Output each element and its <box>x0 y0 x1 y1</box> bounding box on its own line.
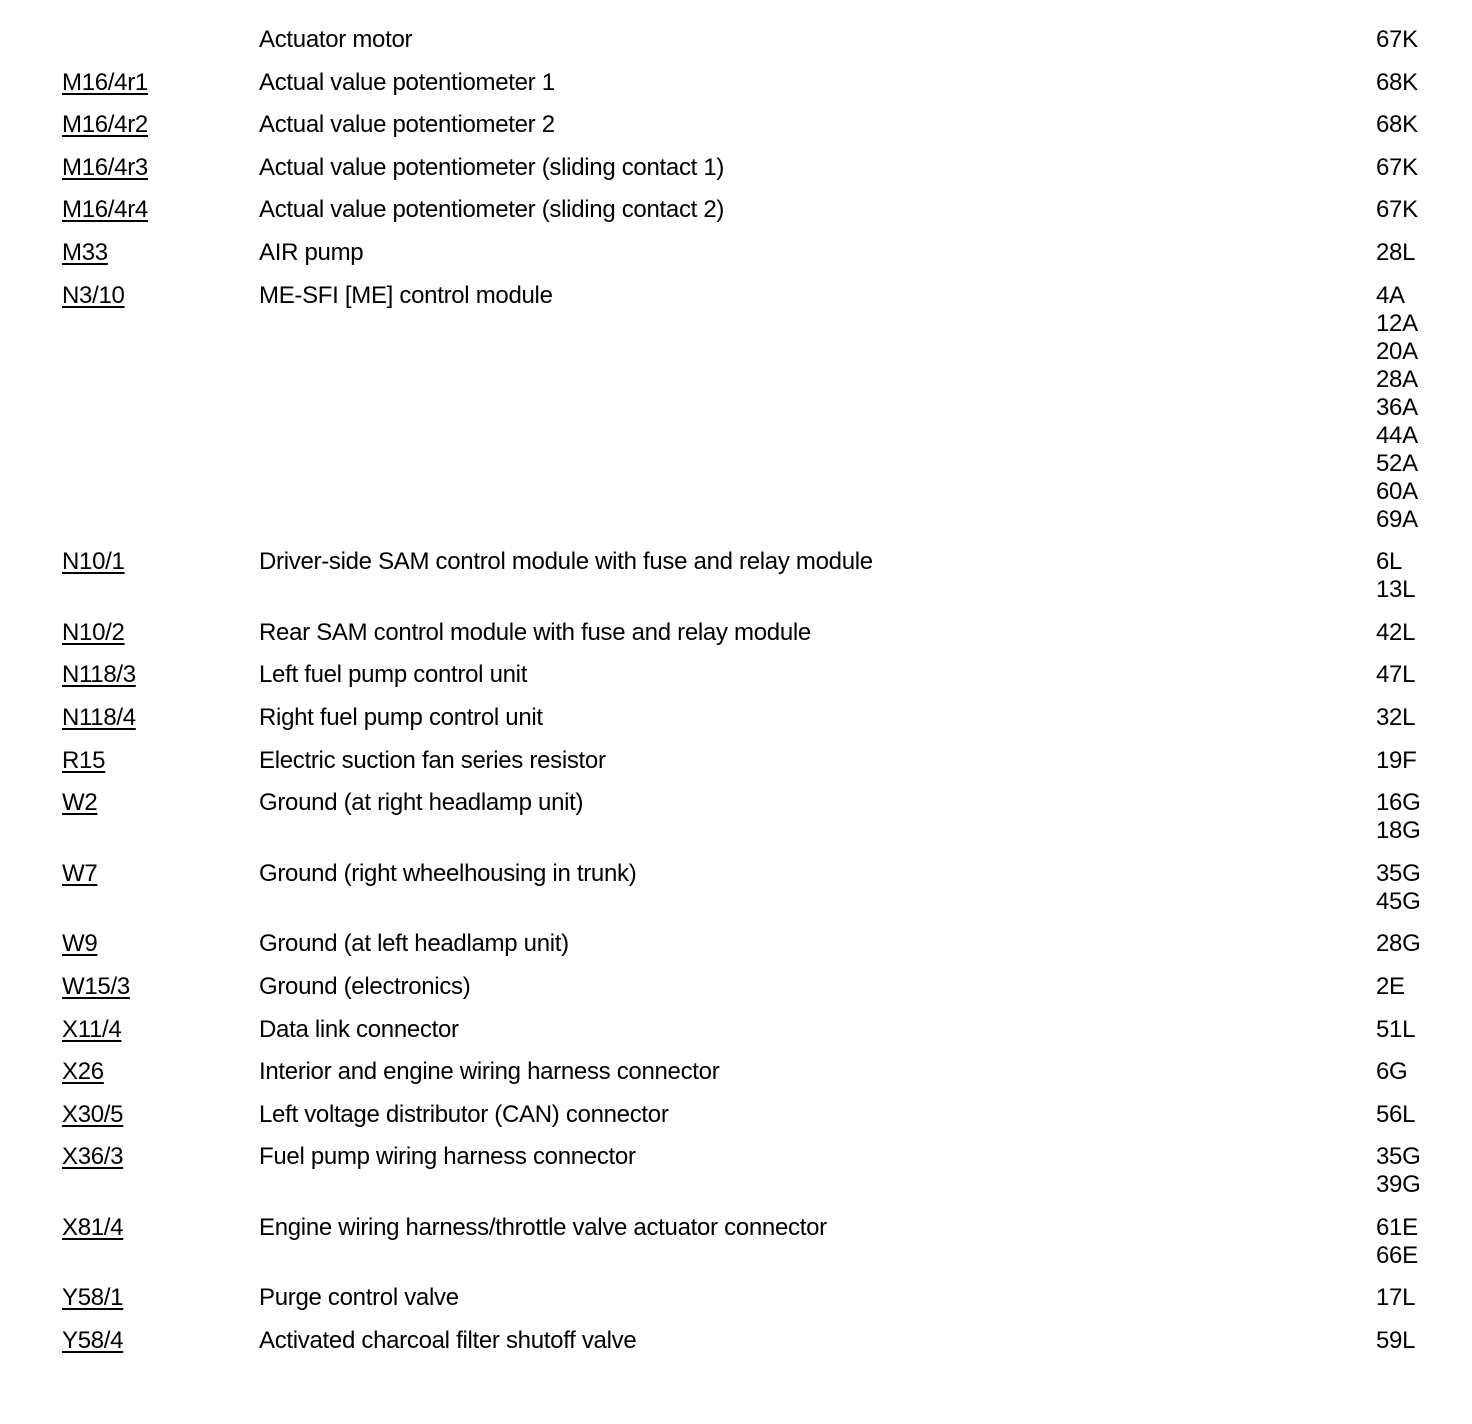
component-code-link[interactable]: M33 <box>62 238 108 266</box>
legend-row <box>62 661 1442 689</box>
grid-reference: 61E <box>1376 1213 1418 1241</box>
grid-reference-list <box>1376 619 1442 647</box>
legend-row <box>62 1101 1442 1129</box>
component-description: Data link connector <box>259 1015 459 1043</box>
component-code-link[interactable]: W15/3 <box>62 972 130 1000</box>
grid-reference: 59L <box>1376 1327 1416 1355</box>
component-description: Driver-side SAM control module with fuse and relay module <box>259 548 873 576</box>
grid-reference-list <box>1376 282 1442 534</box>
grid-reference-list <box>1376 747 1442 775</box>
component-description: AIR pump <box>259 238 364 266</box>
grid-reference: 51L <box>1376 1015 1416 1043</box>
legend-row <box>62 111 1442 139</box>
legend-row <box>62 860 1442 916</box>
component-description: Engine wiring harness/throttle valve actuator connector <box>259 1213 827 1241</box>
legend-row <box>62 548 1442 604</box>
component-code-link[interactable]: N118/3 <box>62 661 136 689</box>
grid-reference-list <box>1376 26 1442 54</box>
grid-reference: 4A <box>1376 281 1405 309</box>
grid-reference: 47L <box>1376 661 1416 689</box>
component-legend-table <box>62 26 1442 1370</box>
component-code-link[interactable]: X81/4 <box>62 1213 124 1241</box>
grid-reference-list <box>1376 1058 1442 1086</box>
grid-reference: 35G <box>1376 859 1421 887</box>
component-description: Actual value potentiometer 2 <box>259 111 555 139</box>
component-description: Ground (at left headlamp unit) <box>259 930 569 958</box>
grid-reference: 67K <box>1376 26 1418 53</box>
component-description: Activated charcoal filter shutoff valve <box>259 1327 637 1355</box>
legend-row <box>62 1327 1442 1355</box>
component-description: Electric suction fan series resistor <box>259 746 606 774</box>
grid-reference: 28G <box>1376 930 1421 958</box>
legend-row <box>62 1143 1442 1199</box>
grid-reference-list <box>1376 860 1442 916</box>
grid-reference-list <box>1376 1101 1442 1129</box>
grid-reference-list <box>1376 196 1442 224</box>
component-description: ME-SFI [ME] control module <box>259 281 553 309</box>
component-code-link[interactable]: N118/4 <box>62 703 136 731</box>
component-code-link[interactable]: Y58/1 <box>62 1284 124 1312</box>
grid-reference: 42L <box>1376 618 1416 646</box>
component-description: Actuator motor <box>259 26 413 53</box>
grid-reference-list <box>1376 661 1442 689</box>
legend-row <box>62 239 1442 267</box>
component-description: Right fuel pump control unit <box>259 703 543 731</box>
grid-reference: 35G <box>1376 1143 1421 1171</box>
grid-reference: 6L <box>1376 548 1403 576</box>
grid-reference-list <box>1376 548 1442 604</box>
legend-row <box>62 196 1442 224</box>
component-description: Ground (electronics) <box>259 972 471 1000</box>
grid-reference-list <box>1376 111 1442 139</box>
component-description: Purge control valve <box>259 1284 459 1312</box>
component-code-link[interactable]: M16/4r4 <box>62 196 148 224</box>
grid-reference: 12A <box>1376 309 1418 337</box>
legend-row <box>62 973 1442 1001</box>
component-description: Ground (right wheelhousing in trunk) <box>259 859 637 887</box>
component-description: Actual value potentiometer 1 <box>259 68 555 96</box>
grid-reference-list <box>1376 1016 1442 1044</box>
legend-row <box>62 69 1442 97</box>
grid-reference: 44A <box>1376 421 1418 449</box>
grid-reference-list <box>1376 704 1442 732</box>
grid-reference: 68K <box>1376 68 1418 96</box>
grid-reference: 66E <box>1376 1241 1418 1269</box>
grid-reference: 45G <box>1376 887 1421 915</box>
component-code-link[interactable]: W2 <box>62 789 98 817</box>
grid-reference: 18G <box>1376 817 1421 845</box>
component-code-link[interactable]: N10/1 <box>62 548 125 576</box>
grid-reference-list <box>1376 789 1442 845</box>
grid-reference: 28L <box>1376 238 1416 266</box>
grid-reference: 52A <box>1376 449 1418 477</box>
component-code-link[interactable]: Y58/4 <box>62 1327 124 1355</box>
grid-reference: 20A <box>1376 337 1418 365</box>
component-code-link[interactable]: W9 <box>62 930 98 958</box>
grid-reference: 6G <box>1376 1058 1408 1086</box>
component-code-link[interactable]: X36/3 <box>62 1143 124 1171</box>
legend-row <box>62 1214 1442 1270</box>
legend-row <box>62 747 1442 775</box>
grid-reference: 16G <box>1376 789 1421 817</box>
component-code-link[interactable]: M16/4r3 <box>62 153 148 181</box>
grid-reference: 36A <box>1376 393 1418 421</box>
grid-reference: 28A <box>1376 365 1418 393</box>
grid-reference: 13L <box>1376 576 1416 604</box>
component-description: Rear SAM control module with fuse and relay module <box>259 618 811 646</box>
grid-reference-list <box>1376 239 1442 267</box>
grid-reference: 19F <box>1376 746 1417 774</box>
component-description: Actual value potentiometer (sliding contact 2) <box>259 196 725 224</box>
component-description: Left fuel pump control unit <box>259 661 528 689</box>
grid-reference: 39G <box>1376 1171 1421 1199</box>
grid-reference: 60A <box>1376 477 1418 505</box>
grid-reference: 68K <box>1376 111 1418 139</box>
component-description: Interior and engine wiring harness connector <box>259 1058 720 1086</box>
grid-reference-list <box>1376 1327 1442 1355</box>
grid-reference-list <box>1376 69 1442 97</box>
component-description: Fuel pump wiring harness connector <box>259 1143 636 1171</box>
legend-row <box>62 704 1442 732</box>
grid-reference: 32L <box>1376 703 1416 731</box>
grid-reference: 69A <box>1376 505 1418 533</box>
grid-reference: 56L <box>1376 1100 1416 1128</box>
grid-reference-list <box>1376 1284 1442 1312</box>
component-code-link[interactable]: N3/10 <box>62 281 125 309</box>
legend-row <box>62 1016 1442 1044</box>
legend-row <box>62 930 1442 958</box>
component-code-link[interactable]: M16/4r2 <box>62 111 148 139</box>
legend-row <box>62 26 1442 54</box>
grid-reference-list <box>1376 154 1442 182</box>
grid-reference: 67K <box>1376 153 1418 181</box>
grid-reference-list <box>1376 1143 1442 1199</box>
component-description: Actual value potentiometer (sliding contact 1) <box>259 153 725 181</box>
grid-reference-list <box>1376 973 1442 1001</box>
legend-row <box>62 1284 1442 1312</box>
component-description: Ground (at right headlamp unit) <box>259 789 584 817</box>
component-code-link[interactable]: M16/4r1 <box>62 68 148 96</box>
legend-row <box>62 1058 1442 1086</box>
grid-reference: 17L <box>1376 1284 1416 1312</box>
component-code-link[interactable]: X26 <box>62 1058 104 1086</box>
legend-row <box>62 789 1442 845</box>
component-code-link[interactable]: W7 <box>62 859 98 887</box>
legend-row <box>62 282 1442 534</box>
component-description: Left voltage distributor (CAN) connector <box>259 1100 669 1128</box>
component-code-link[interactable]: N10/2 <box>62 618 125 646</box>
legend-row <box>62 154 1442 182</box>
grid-reference-list <box>1376 1214 1442 1270</box>
component-code-link[interactable]: R15 <box>62 746 106 774</box>
legend-row <box>62 619 1442 647</box>
grid-reference-list <box>1376 930 1442 958</box>
grid-reference: 67K <box>1376 196 1418 224</box>
component-code-link[interactable]: X30/5 <box>62 1100 124 1128</box>
grid-reference: 2E <box>1376 972 1405 1000</box>
component-code-link[interactable]: X11/4 <box>62 1015 122 1043</box>
